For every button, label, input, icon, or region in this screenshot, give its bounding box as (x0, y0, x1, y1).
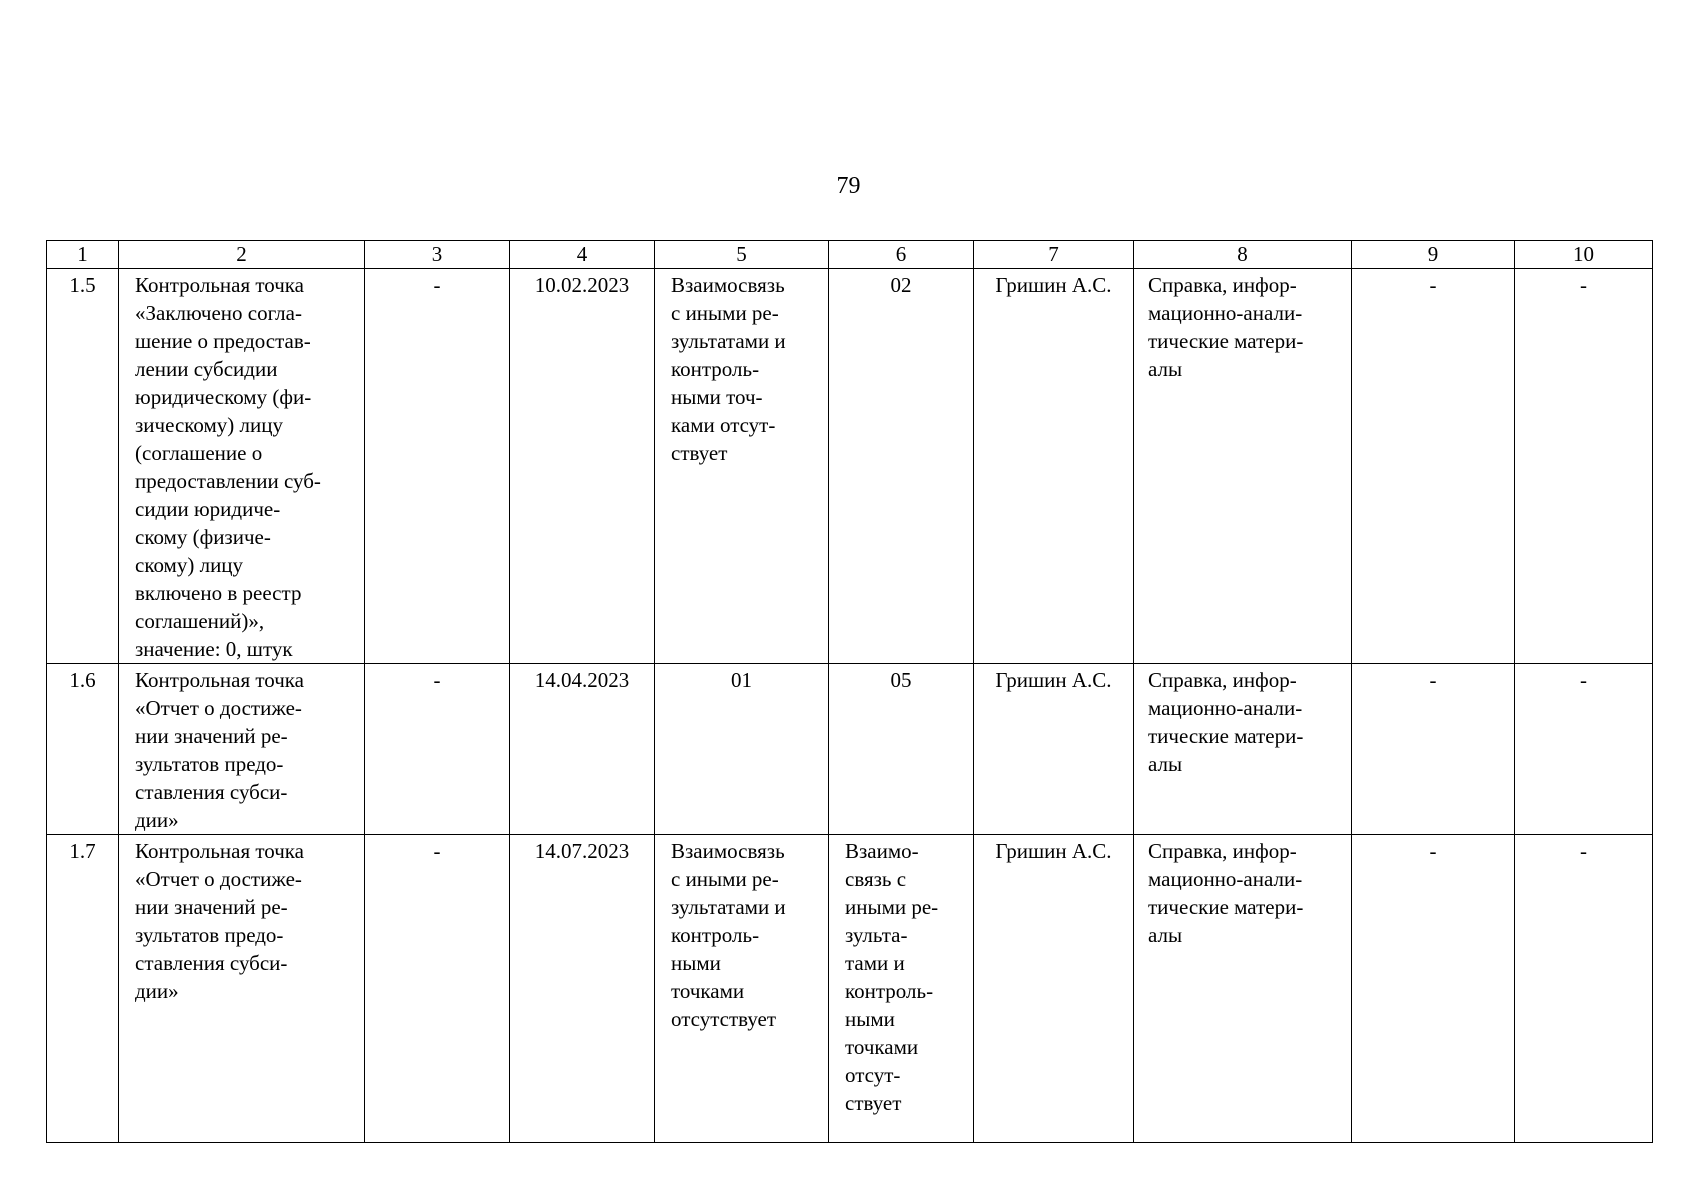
header-col-4: 4 (510, 241, 655, 269)
relation-value: 01 (655, 664, 829, 835)
table-row (47, 269, 1653, 664)
responsible-person: Гришин А.С. (974, 269, 1134, 664)
code-value: Взаимо- связь с иными ре- зульта- тами и контроль- ными точками отсут- ствует (829, 835, 974, 1143)
header-col-10: 10 (1515, 241, 1653, 269)
column-9-value: - (1352, 664, 1515, 835)
column-10-value: - (1515, 269, 1653, 664)
header-col-2: 2 (119, 241, 365, 269)
column-10-value: - (1515, 835, 1653, 1143)
responsible-person: Гришин А.С. (974, 835, 1134, 1143)
column-3-value: - (365, 269, 510, 664)
relation-value: Взаимосвязь с иными ре- зультатами и контроль- ными точ- ками отсут- ствует (655, 269, 829, 664)
header-col-9: 9 (1352, 241, 1515, 269)
relation-value: Взаимосвязь с иными ре- зультатами и контроль- ными точками отсутствует (655, 835, 829, 1143)
document-type: Справка, инфор- мационно-анали- тические матери- алы (1134, 269, 1352, 664)
control-points-table (46, 240, 1653, 1143)
document-type: Справка, инфор- мационно-анали- тические матери- алы (1134, 835, 1352, 1143)
code-value: 02 (829, 269, 974, 664)
date-value: 14.07.2023 (510, 835, 655, 1143)
document-type: Справка, инфор- мационно-анали- тические матери- алы (1134, 664, 1352, 835)
header-col-6: 6 (829, 241, 974, 269)
date-value: 14.04.2023 (510, 664, 655, 835)
page-number: 79 (836, 173, 861, 199)
row-number: 1.5 (47, 269, 119, 664)
control-point-description: Контрольная точка «Заключено согла- шение о предостав- лении субсидии юридическому (фи- зическому) лицу (соглашение о предоставлении суб- сидии юридиче- скому (физиче- скому) лицу включено в реестр соглашений)», значение: 0, штук (119, 269, 365, 664)
header-col-7: 7 (974, 241, 1134, 269)
table-row (47, 664, 1653, 835)
date-value: 10.02.2023 (510, 269, 655, 664)
row-number: 1.6 (47, 664, 119, 835)
column-9-value: - (1352, 835, 1515, 1143)
code-value: 05 (829, 664, 974, 835)
column-10-value: - (1515, 664, 1653, 835)
column-3-value: - (365, 835, 510, 1143)
header-col-1: 1 (47, 241, 119, 269)
control-point-description: Контрольная точка «Отчет о достиже- нии значений ре- зультатов предо- ставления субси- дии» (119, 664, 365, 835)
header-col-8: 8 (1134, 241, 1352, 269)
column-3-value: - (365, 664, 510, 835)
header-col-5: 5 (655, 241, 829, 269)
row-number: 1.7 (47, 835, 119, 1143)
table-header-row (47, 241, 1653, 269)
table-row (47, 835, 1653, 1143)
control-point-description: Контрольная точка «Отчет о достиже- нии значений ре- зультатов предо- ставления субси- дии» (119, 835, 365, 1143)
header-col-3: 3 (365, 241, 510, 269)
responsible-person: Гришин А.С. (974, 664, 1134, 835)
column-9-value: - (1352, 269, 1515, 664)
